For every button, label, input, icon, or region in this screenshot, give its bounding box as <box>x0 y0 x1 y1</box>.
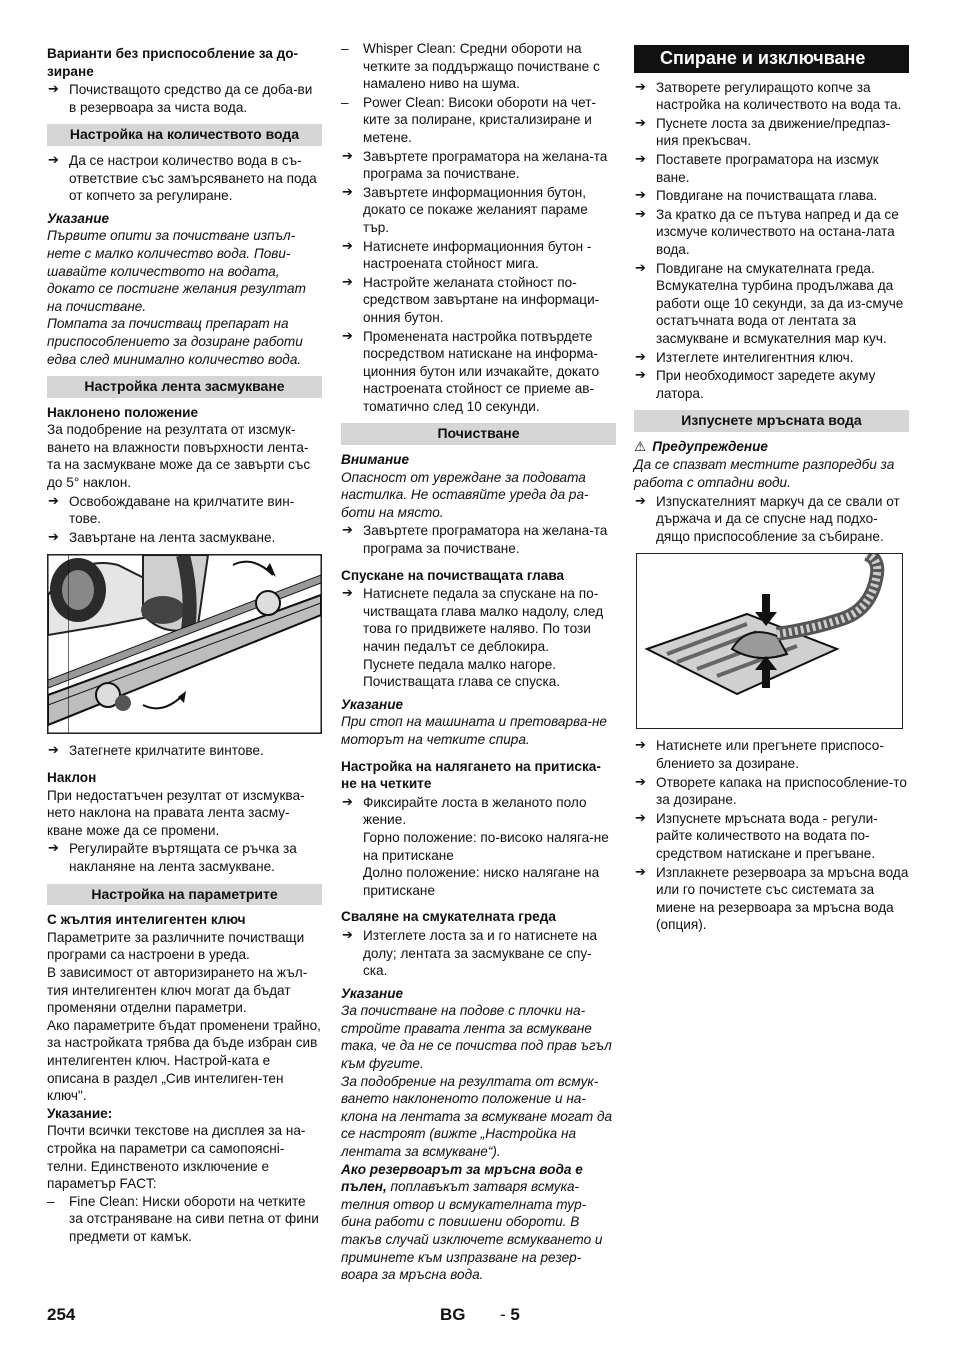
warning-heading <box>634 438 909 457</box>
section-page-dash: - <box>500 1305 506 1324</box>
section-cleaning: Почистване <box>341 423 616 445</box>
stop-step: ➔ Изтеглете интелигентния ключ. <box>634 349 909 367</box>
tank-full-bold: Ако резервоарът за мръсна вода е пълен, <box>341 1161 583 1195</box>
attention-heading: Внимание <box>341 452 410 468</box>
section-page-value: 5 <box>510 1305 520 1324</box>
pressure-step: ➔ Фиксирайте лоста в желаното поло жение. <box>341 794 616 829</box>
note-text: За почистване на подове с плочки на-стройте правата лента за всмукване така, че да не се почиства под прав ъгъл към фугите. <box>341 1003 612 1072</box>
drain-step: ➔ Изпускателният маркуч да се свали от държача и да се спусне над подхо-дящо приспособление за събиране. <box>634 493 909 546</box>
drain-step: ➔ Натиснете или прегънете приспосо-блението за дозиране. <box>634 737 909 772</box>
tilt-text: За подобрение на резултата от изсмук-ването на влажности повърхности лента-та на засмукване може да се завърти със до 5° наклон. <box>47 422 311 491</box>
variant-step: ➔ Почистващото средство да се доба-ви в резервоара за чиста вода. <box>47 81 322 116</box>
tilt-heading: Наклонено положение <box>47 404 199 420</box>
incline-text: При недостатъчен резултат от изсмуква-нето наклона на правата лента засму-кване може да се промени. <box>47 787 305 838</box>
incline-heading: Наклон <box>47 770 97 786</box>
note-heading: Указание <box>341 696 404 712</box>
lower-result: Почистващата глава се спуска. <box>363 674 561 690</box>
suction-bar-heading: Сваляне на смукателната греда <box>341 909 556 925</box>
fact-option: – Whisper Clean: Средни обороти на четките за поддържащо почистване с намалено ниво на шума. <box>341 40 616 93</box>
drain-step: ➔ Отворете капака на приспособление-то за дозиране. <box>634 774 909 809</box>
section-page-number <box>500 1306 520 1324</box>
tilt-step: ➔ Затегнете крилчатите винтове. <box>47 742 322 760</box>
stop-step: ➔ Поставете програматора на изсмук ване. <box>634 151 909 186</box>
note-text: За подобрение на резултата от всмук-ването наклоненото положение и на-клона на лентата за всмукване могат да се настроят (вижте „Настройка на лентата за всмукване“). <box>341 1073 613 1160</box>
section-drain-dirty-water: Изпуснете мръсната вода <box>634 410 909 432</box>
section-parameters: Настройка на параметрите <box>47 884 322 906</box>
param-step: ➔ Натиснете информационния бутон - настроената стойност мига. <box>341 238 616 273</box>
param-step: ➔ Настройте желаната стойност по-средством завъртане на информаци-онния бутон. <box>341 274 616 327</box>
stop-step: ➔ Повдигане на почистващата глава. <box>634 187 909 205</box>
param-step: ➔ Завъртете програматора на желана-та програма за почистване. <box>341 148 616 183</box>
stop-step: ➔ За кратко да се пътува напред и да се изсмуче количеството на остана-лата вода. <box>634 206 909 259</box>
stop-step: ➔ Повдигане на смукателната греда. <box>634 260 909 278</box>
note-text-tank-full <box>341 1161 616 1284</box>
stop-shutdown-heading: Спиране и изключване <box>634 45 909 73</box>
turbine-info: Всмукателна турбина продължава да работи още 10 секунди, за да из-смуче остатъчната вода от лентата за засмукване и всмукателния мар куч. <box>656 278 904 346</box>
column-1 <box>47 40 322 1245</box>
pressure-lower: Долно положение: ниско налягане на притискане <box>363 865 600 898</box>
stop-step: ➔ Затворете регулиращото копче за настройка на количеството на вода та. <box>634 79 909 114</box>
note-heading: Указание: <box>47 1105 113 1121</box>
suction-step: ➔ Изтеглете лоста за и го натиснете на долу; лентата за засмукване се спу-ска. <box>341 927 616 980</box>
key-text: Параметрите за различните почистващи програми са настроени в уреда. <box>47 929 305 963</box>
section-water-amount: Настройка на количеството вода <box>47 124 322 146</box>
fact-option: – Fine Clean: Ниски обороти на четките за отстраняване на сиви петна от фини предмети от камък. <box>47 1193 322 1246</box>
drain-step: ➔ Изпуснете мръсната вода - регули-райте количеството на водата по-средством натискане и прегъване. <box>634 810 909 863</box>
pressure-heading: Настройка на налягането на притиска-не на четките <box>341 758 601 792</box>
warning-text: Да се спазват местните разпоредби за работа с отпадни води. <box>634 457 895 491</box>
pressure-upper: Горно положение: по-високо наляга-не на притискане <box>363 829 609 863</box>
page-number: 254 <box>47 1305 76 1324</box>
stop-step: ➔ Пуснете лоста за движение/предпаз-ния прекъсвач. <box>634 115 909 150</box>
incline-step: ➔ Регулирайте въртящата се ръчка за накланяне на лента засмукване. <box>47 840 322 875</box>
note-text: Първите опити за почистване изпъл-нете с малко количество вода. Пови-шавайте количеството на водата, докато се постигне желания резултат на почистване. <box>47 228 306 314</box>
water-step: ➔ Да се настрои количество вода в съ-ответствие със замърсяването на пода от копчето за регулиране. <box>47 152 322 205</box>
lower-result: Пуснете педала малко нагоре. <box>363 656 557 672</box>
note-heading: Указание <box>47 210 110 226</box>
fact-option: – Power Clean: Високи обороти на чет-ките за полиране, кристализиране и метене. <box>341 94 616 147</box>
warning-triangle-icon: ⚠ <box>634 438 647 455</box>
tilt-step: ➔ Завъртане на лента засмукване. <box>47 529 322 547</box>
note-text: Почти всички текстове на дисплея за на-стройка на параметри са самопояснi-телни. Единственото изключение е параметър FACT: <box>47 1123 306 1192</box>
column-2 <box>341 40 616 1284</box>
tank-full-rest: поплавъкът затваря всмука-телния отвор и всмукателната тур-бина работи с повишени обороти. В такъв случай изключете всмукването и приминете към изпразване на резер-воара за мръсна вода. <box>341 1179 603 1283</box>
key-text: В зависимост от авторизирането на жъл-тия интелигентен ключ могат да бъдат променяни отделни параметри. <box>47 964 308 1016</box>
language-code: BG <box>440 1305 466 1324</box>
squeegee-illustration <box>47 554 322 734</box>
note-text: При стоп на машината и претоварва-не моторът на четките спира. <box>341 714 607 747</box>
section-squeegee: Настройка лента засмукване <box>47 376 322 398</box>
lower-head-heading: Спускане на почистващата глава <box>341 567 565 583</box>
tilt-step: ➔ Освобождаване на крилчатите вин-тове. <box>47 493 322 528</box>
param-step: ➔ Завъртете информационния бутон, докато се покаже желаният параме тър. <box>341 184 616 237</box>
note-heading: Указание <box>341 985 404 1001</box>
lower-step: ➔ Натиснете педала за спускане на по-чистващата глава малко надолу, след това го придвижете наляво. По този начин педалът се деблокира. <box>341 585 616 655</box>
column-3 <box>634 40 909 934</box>
clean-step: ➔ Завъртете програматора на желана-та програма за почистване. <box>341 522 616 557</box>
drain-hose-illustration <box>636 553 903 729</box>
attention-text: Опасност от увреждане за подовата настилка. Не оставяйте уреда да ра-боти на място. <box>341 469 589 520</box>
stop-step: ➔ При необходимост заредете акуму латора. <box>634 367 909 402</box>
param-step: ➔ Променената настройка потвърдете посредством натискане на информа-ционния бутон или изчакайте, докато настроената стойност се приеме ав-томатично след 10 секунди. <box>341 328 616 416</box>
variant-heading: Варианти без приспособление за до-зиране <box>47 46 299 79</box>
warning-title: Предупреждение <box>652 438 768 454</box>
note-text: Помпата за почистващ препарат на приспособлението за дозиране работи едва след минимално количество вода. <box>47 316 303 367</box>
key-text: Ако параметрите бъдат променени трайно, за настройката трябва да бъде избран сив интелигентен ключ. Настрой-ката е описана в раздел „Сив интелиген-тен ключ". <box>47 1017 321 1104</box>
drain-step: ➔ Изплакнете резервоара за мръсна вода или го почистете със системата за миене на резервоара за мръсна вода (опция). <box>634 864 909 934</box>
yellow-key-heading: С жълтия интелигентен ключ <box>47 912 246 928</box>
